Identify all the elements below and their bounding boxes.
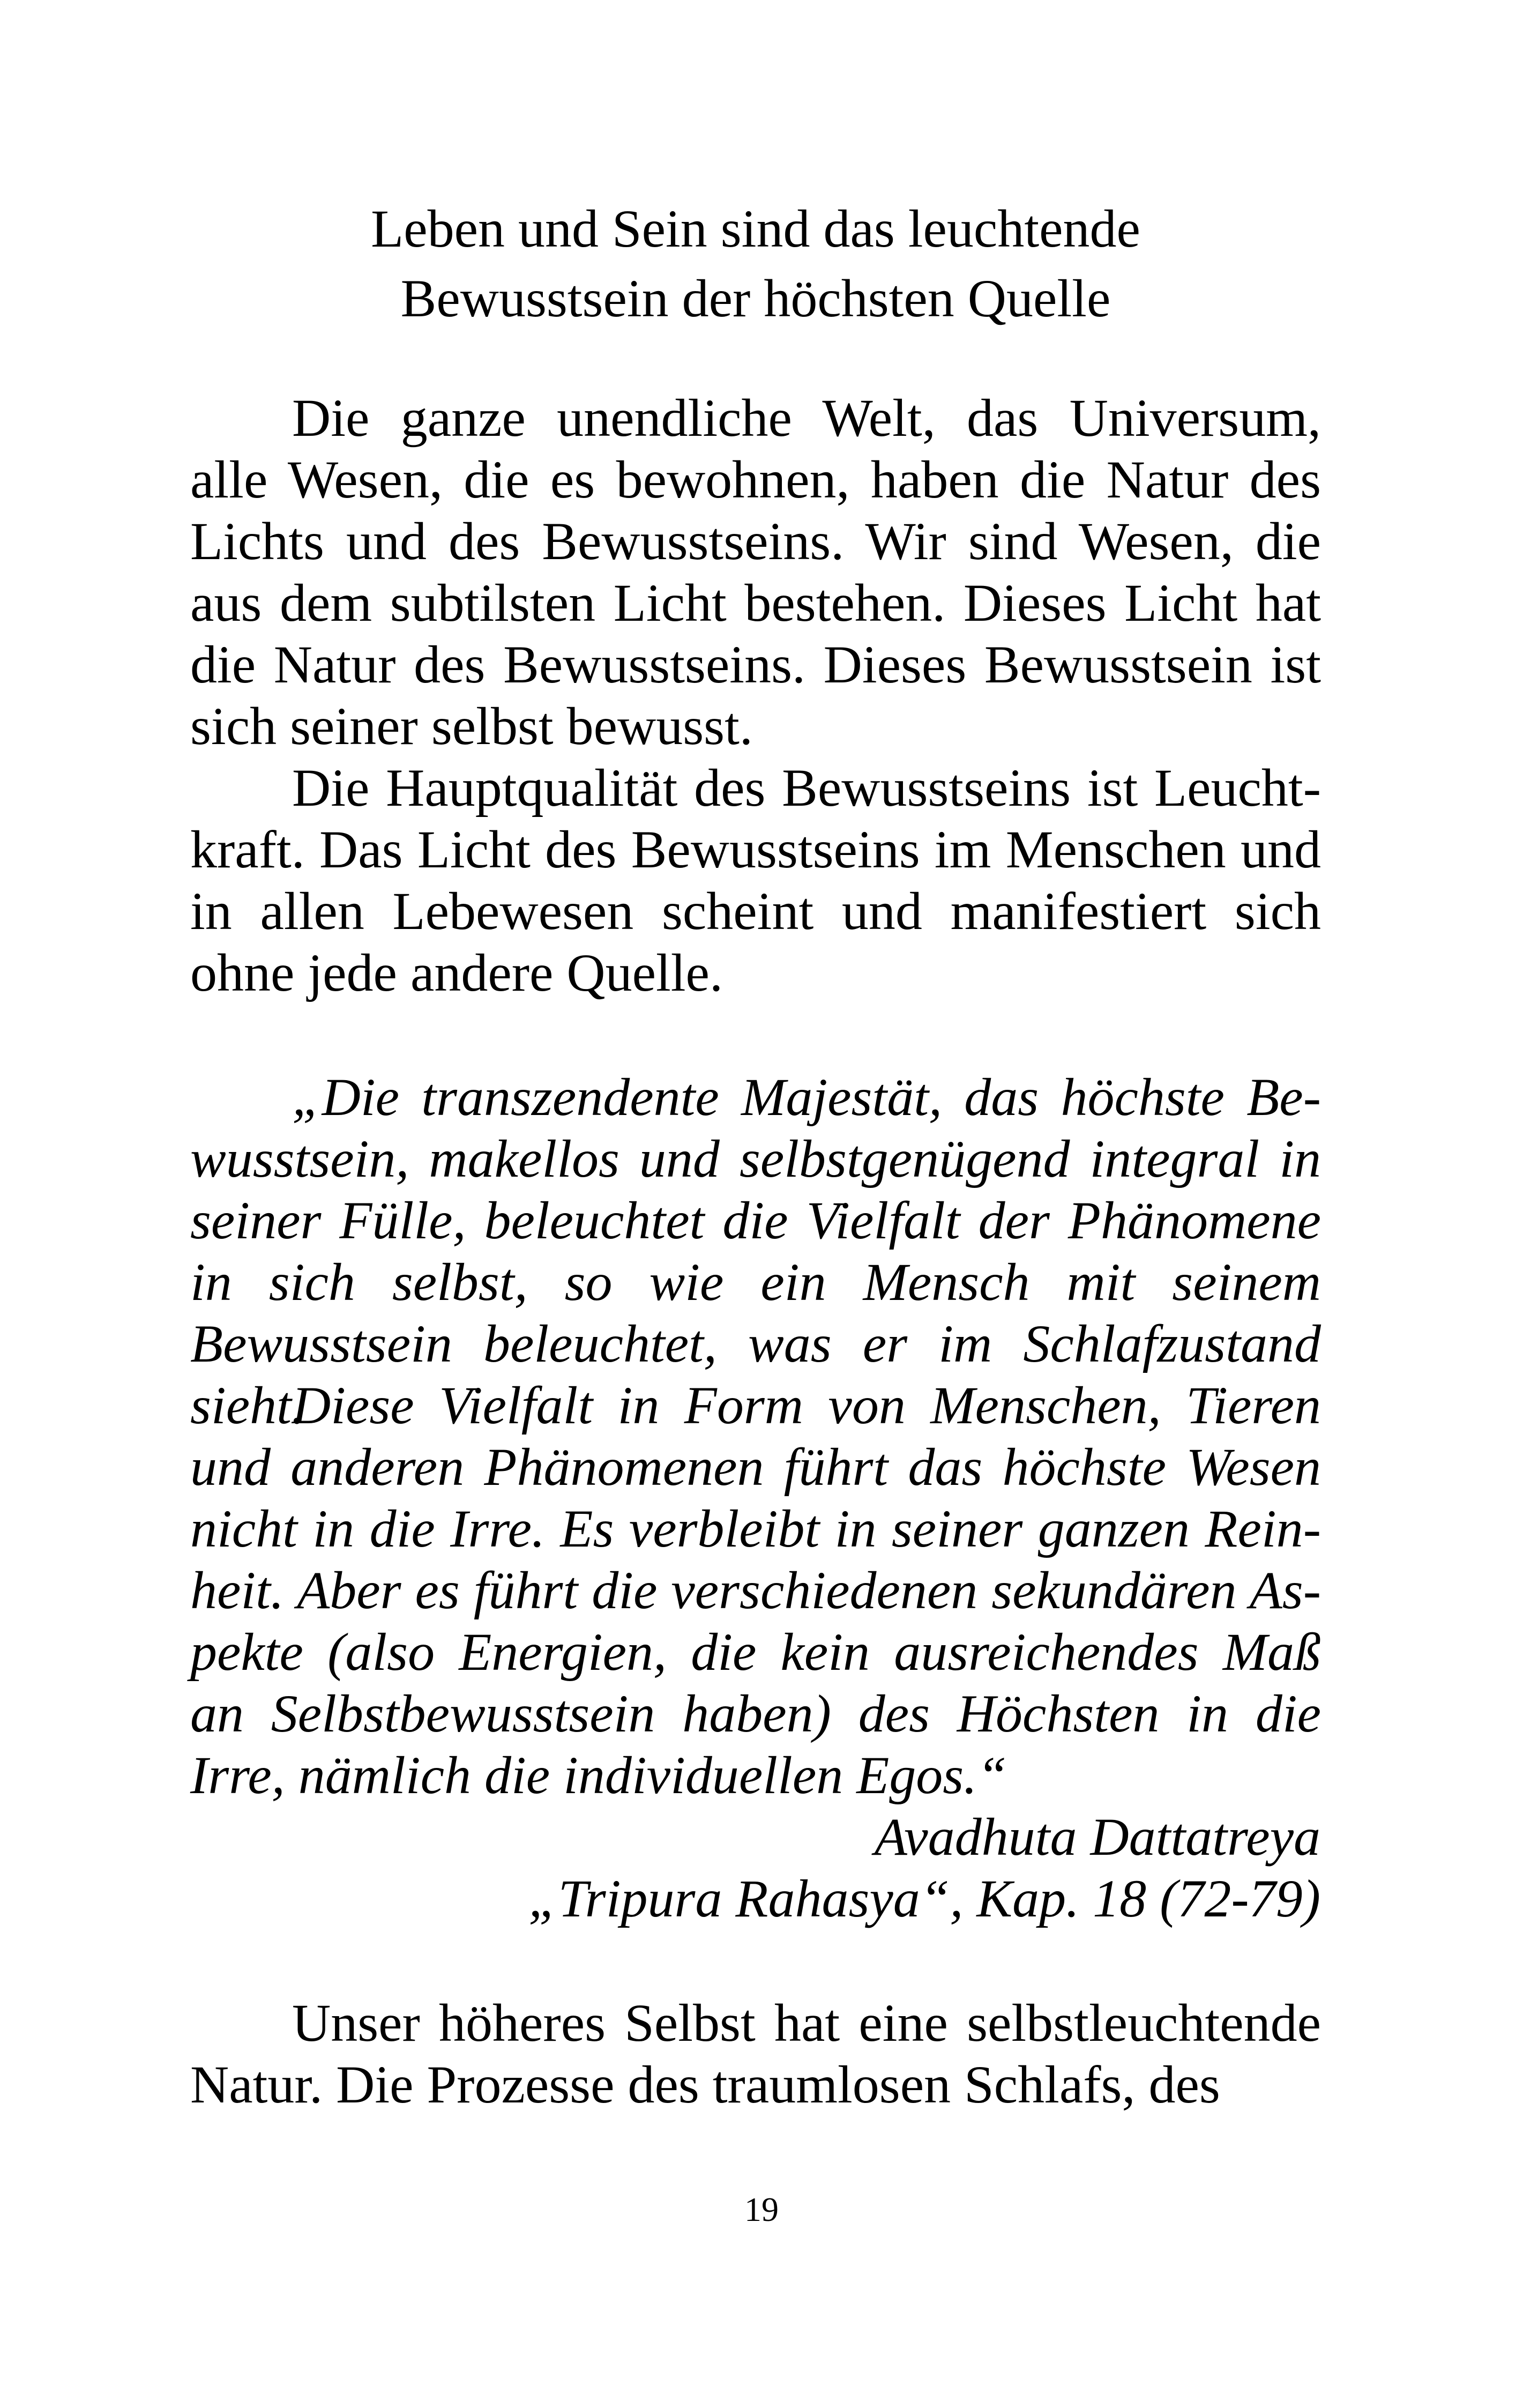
quote-author: Avadhuta Dattatreya <box>874 1807 1320 1867</box>
quote-paragraph: Diese Vielfalt in Form von Menschen, Tieren und anderen Phänomenen führt das höchste Wesen nicht in die Irre. Es verbleibt in seiner ganzen Reinheit. Aber es führt die verschiedenen sekundären Aspekte (also Energien, die kein ausreichendes Maß an Selbstbewusstsein haben) des Höchsten in die Irre, nämlich die individuellen Egos.“ <box>190 1376 1321 1805</box>
quote-source: „Tripura Rahasya“, Kap. 18 (72-79) <box>528 1869 1320 1928</box>
body-paragraph: Die Hauptqualität des Bewusstseins ist Leuchtkraft. Das Licht des Bewusstseins im Menschen und in allen Lebewesen scheint und manifestiert sich ohne jede andere Quelle. <box>190 758 1321 1002</box>
body-paragraph: Die ganze unendliche Welt, das Universum, alle Wesen, die es bewohnen, haben die Natur des Lichts und des Bewusstseins. Wir sind Wesen, die aus dem subtilsten Licht bestehen. Dieses Licht hat die Natur des Bewusstseins. Dieses Bewusstsein ist sich seiner selbst bewusst. <box>190 388 1321 756</box>
chapter-heading-line-1: Leben und Sein sind das leuchtende <box>371 199 1140 258</box>
page-number: 19 <box>744 2190 779 2228</box>
chapter-heading <box>190 194 1321 333</box>
chapter-heading-line-2: Bewusstsein der höchsten Quelle <box>400 269 1111 328</box>
body-paragraph: Unser höheres Selbst hat eine selbstleuchtende Natur. Die Prozesse des traumlosen Schlafs, des <box>190 1993 1321 2114</box>
quote-paragraph: „Die transzendente Majestät, das höchste Bewusstsein, makellos und selbstgenügend integral in seiner Fülle, beleuchtet die Vielfalt der Phänomene in sich selbst, so wie ein Mensch mit seinem Bewusstsein beleuchtet, was er im Schlafzustand sieht. <box>190 1067 1321 1435</box>
